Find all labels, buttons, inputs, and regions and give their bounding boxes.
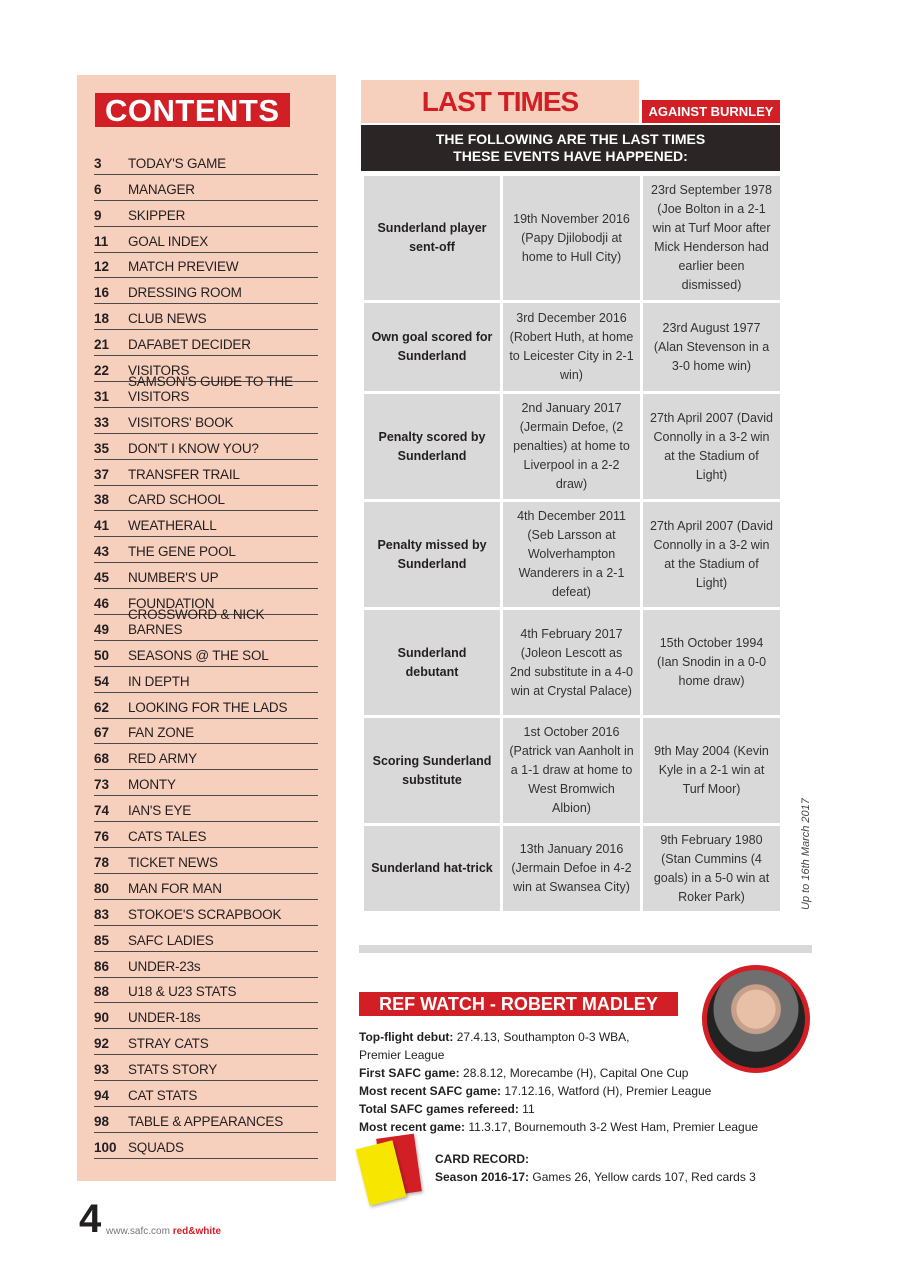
toc-page-number: 92	[94, 1036, 110, 1052]
ref-detail-line	[359, 1064, 799, 1082]
toc-label: UNDER-23s	[128, 958, 201, 974]
ref-detail-label: Most recent SAFC game:	[359, 1084, 502, 1098]
toc-row	[94, 848, 318, 874]
toc-list	[94, 149, 318, 1159]
ref-watch-title: REF WATCH - ROBERT MADLEY	[359, 992, 678, 1016]
toc-row	[94, 606, 318, 641]
last-vs-burnley-cell: 27th April 2007 (David Connolly in a 3-2 win at the Stadium of Light)	[642, 393, 782, 501]
last-overall-cell: 4th December 2011 (Seb Larsson at Wolverhampton Wanderers in a 2-1 defeat)	[502, 501, 642, 609]
toc-page-number: 22	[94, 363, 110, 379]
toc-page-number: 16	[94, 285, 110, 301]
toc-row	[94, 822, 318, 848]
toc-row	[94, 460, 318, 486]
ref-detail-line	[359, 1100, 799, 1118]
toc-row	[94, 434, 318, 460]
toc-page-number: 35	[94, 440, 110, 456]
ref-detail-line	[359, 1082, 799, 1100]
event-cell: Scoring Sunderland substitute	[363, 717, 502, 825]
toc-row	[94, 253, 318, 279]
toc-label: CROSSWORD & NICK BARNES	[128, 606, 265, 637]
toc-page-number: 33	[94, 414, 110, 430]
event-cell: Penalty scored by Sunderland	[363, 393, 502, 501]
ref-detail-label: Most recent game:	[359, 1120, 466, 1134]
toc-label: SKIPPER	[128, 207, 186, 223]
toc-page-number: 100	[94, 1139, 117, 1155]
last-overall-cell: 13th January 2016 (Jermain Defoe in 4-2 win at Swansea City)	[502, 825, 642, 913]
toc-label: THE GENE POOL	[128, 544, 236, 560]
toc-page-number: 9	[94, 207, 102, 223]
toc-label: IAN'S EYE	[128, 803, 192, 819]
toc-row	[94, 1003, 318, 1029]
last-overall-cell: 2nd January 2017 (Jermain Defoe, (2 penalties) at home to Liverpool in a 2-2 draw)	[502, 393, 642, 501]
table-row	[363, 501, 782, 609]
toc-page-number: 11	[94, 233, 109, 249]
toc-page-number: 76	[94, 829, 110, 845]
last-overall-cell: 19th November 2016 (Papy Djilobodji at home to Hull City)	[502, 175, 642, 302]
footer-brand: red&white	[172, 1226, 222, 1237]
toc-row	[94, 770, 318, 796]
toc-label: STOKOE'S SCRAPBOOK	[128, 906, 282, 922]
toc-page-number: 74	[94, 803, 110, 819]
toc-page-number: 80	[94, 880, 110, 896]
toc-row	[94, 201, 318, 227]
last-vs-burnley-cell: 23rd September 1978 (Joe Bolton in a 2-1 win at Turf Moor after Mick Henderson had earlier been dismissed)	[642, 175, 782, 302]
table-row	[363, 302, 782, 393]
toc-label: LOOKING FOR THE LADS	[128, 699, 288, 715]
last-overall-cell: 1st October 2016 (Patrick van Aanholt in a 1-1 draw at home to West Bromwich Albion)	[502, 717, 642, 825]
last-vs-burnley-cell: 23rd August 1977 (Alan Stevenson in a 3-0 home win)	[642, 302, 782, 393]
last-times-table	[361, 173, 783, 914]
ref-detail-value: 11.3.17, Bournemouth 3-2 West Ham, Premier League	[465, 1120, 759, 1134]
toc-label: WEATHERALL	[128, 518, 217, 534]
ref-detail-value: 17.12.16, Watford (H), Premier League	[501, 1084, 712, 1098]
toc-label: FAN ZONE	[128, 725, 194, 741]
last-vs-burnley-cell: 9th February 1980 (Stan Cummins (4 goals) in a 5-0 win at Roker Park)	[642, 825, 782, 913]
footer-url	[106, 1226, 221, 1237]
toc-page-number: 43	[94, 544, 110, 560]
event-cell: Penalty missed by Sunderland	[363, 501, 502, 609]
ref-detail-line	[359, 1046, 799, 1064]
last-times-banner	[361, 125, 780, 171]
toc-row	[94, 304, 318, 330]
event-cell: Sunderland hat-trick	[363, 825, 502, 913]
ref-detail-line	[359, 1028, 799, 1046]
toc-label: TICKET NEWS	[128, 854, 218, 870]
ref-detail-value: 11	[518, 1102, 535, 1116]
toc-label: DAFABET DECIDER	[128, 337, 251, 353]
table-row	[363, 717, 782, 825]
ref-detail-label: Total SAFC games refereed:	[359, 1102, 519, 1116]
toc-page-number: 37	[94, 466, 110, 482]
last-times-title-box	[361, 80, 639, 123]
toc-row	[94, 1133, 318, 1159]
toc-row	[94, 563, 318, 589]
toc-label: MANAGER	[128, 181, 195, 197]
event-cell: Sunderland debutant	[363, 609, 502, 717]
last-vs-burnley-cell: 15th October 1994 (Ian Snodin in a 0-0 home draw)	[642, 609, 782, 717]
contents-panel	[77, 75, 336, 1181]
toc-row	[94, 1055, 318, 1081]
toc-page-number: 31	[94, 388, 110, 404]
toc-label: SEASONS @ THE SOL	[128, 647, 269, 663]
toc-page-number: 85	[94, 932, 110, 948]
toc-label: VISITORS	[128, 363, 190, 379]
table-row	[363, 175, 782, 302]
card-record-label: CARD RECORD:	[435, 1152, 529, 1166]
contents-title: CONTENTS	[95, 93, 290, 127]
toc-page-number: 18	[94, 311, 110, 327]
toc-label: GOAL INDEX	[128, 233, 209, 249]
table-row	[363, 609, 782, 717]
toc-row	[94, 278, 318, 304]
ref-detail-line	[359, 1118, 799, 1136]
page-number: 4	[79, 1197, 100, 1241]
ref-detail-value: 28.8.12, Morecambe (H), Capital One Cup	[459, 1066, 689, 1080]
toc-page-number: 6	[94, 181, 102, 197]
last-times-title: LAST TIMES	[421, 86, 579, 117]
table-row	[363, 825, 782, 913]
toc-label: IN DEPTH	[128, 673, 190, 689]
ref-watch-details	[359, 1028, 799, 1136]
toc-page-number: 68	[94, 751, 110, 767]
toc-page-number: 94	[94, 1087, 110, 1103]
toc-page-number: 88	[94, 984, 110, 1000]
toc-label: STRAY CATS	[128, 1036, 209, 1052]
against-badge: AGAINST BURNLEY	[642, 100, 780, 123]
toc-label: CATS TALES	[128, 829, 207, 845]
toc-page-number: 83	[94, 906, 110, 922]
toc-label: CARD SCHOOL	[128, 492, 225, 508]
toc-label: VISITORS' BOOK	[128, 414, 234, 430]
toc-page-number: 45	[94, 570, 110, 586]
toc-label: UNDER-18s	[128, 1010, 201, 1026]
toc-label: MONTY	[128, 777, 176, 793]
toc-row	[94, 511, 318, 537]
toc-page-number: 12	[94, 259, 110, 275]
toc-row	[94, 667, 318, 693]
toc-label: MATCH PREVIEW	[128, 259, 239, 275]
toc-page-number: 93	[94, 1062, 110, 1078]
toc-page-number: 78	[94, 854, 110, 870]
ref-detail-label: First SAFC game:	[359, 1066, 460, 1080]
divider	[359, 945, 812, 953]
toc-page-number: 90	[94, 1010, 110, 1026]
toc-label: U18 & U23 STATS	[128, 984, 237, 1000]
toc-row	[94, 537, 318, 563]
last-vs-burnley-cell: 27th April 2007 (David Connolly in a 3-2 win at the Stadium of Light)	[642, 501, 782, 609]
ref-detail-value: Premier League	[359, 1048, 445, 1062]
cards-icon	[360, 1136, 430, 1208]
toc-row	[94, 952, 318, 978]
toc-page-number: 46	[94, 596, 110, 612]
toc-label: MAN FOR MAN	[128, 880, 222, 896]
toc-row	[94, 900, 318, 926]
toc-page-number: 62	[94, 699, 110, 715]
toc-label: FOUNDATION	[128, 596, 215, 612]
toc-row	[94, 874, 318, 900]
toc-row	[94, 978, 318, 1004]
toc-label: SQUADS	[128, 1139, 184, 1155]
toc-page-number: 49	[94, 621, 110, 637]
toc-label: STATS STORY	[128, 1062, 218, 1078]
card-record	[435, 1150, 756, 1186]
toc-page-number: 73	[94, 777, 110, 793]
event-cell: Sunderland player sent-off	[363, 175, 502, 302]
toc-page-number: 21	[94, 337, 110, 353]
toc-row	[94, 373, 318, 408]
banner-line-2: THESE EVENTS HAVE HAPPENED:	[453, 148, 688, 164]
banner-line-1: THE FOLLOWING ARE THE LAST TIMES	[435, 131, 706, 147]
toc-row	[94, 227, 318, 253]
toc-row	[94, 693, 318, 719]
toc-row	[94, 149, 318, 175]
toc-label: DON'T I KNOW YOU?	[128, 440, 259, 456]
toc-label: CLUB NEWS	[128, 311, 207, 327]
toc-page-number: 3	[94, 155, 102, 171]
toc-page-number: 86	[94, 958, 110, 974]
toc-page-number: 38	[94, 492, 110, 508]
toc-row	[94, 744, 318, 770]
toc-label: TRANSFER TRAIL	[128, 466, 240, 482]
toc-row	[94, 796, 318, 822]
date-note: Up to 16th March 2017	[800, 798, 812, 910]
ref-detail-label: Top-flight debut:	[359, 1030, 454, 1044]
toc-row	[94, 1107, 318, 1133]
toc-page-number: 98	[94, 1113, 110, 1129]
toc-row	[94, 641, 318, 667]
toc-label: SAFC LADIES	[128, 932, 214, 948]
toc-row	[94, 330, 318, 356]
toc-page-number: 54	[94, 673, 110, 689]
toc-label: RED ARMY	[128, 751, 197, 767]
toc-row	[94, 1029, 318, 1055]
season-label: Season 2016-17:	[435, 1170, 530, 1184]
event-cell: Own goal scored for Sunderland	[363, 302, 502, 393]
toc-label: SAMSON'S GUIDE TO THE VISITORS	[128, 373, 293, 404]
toc-row	[94, 719, 318, 745]
toc-label: NUMBER'S UP	[128, 570, 219, 586]
ref-detail-value: 27.4.13, Southampton 0-3 WBA,	[453, 1030, 630, 1044]
last-vs-burnley-cell: 9th May 2004 (Kevin Kyle in a 2-1 win at Turf Moor)	[642, 717, 782, 825]
toc-row	[94, 175, 318, 201]
toc-label: TABLE & APPEARANCES	[128, 1113, 284, 1129]
toc-page-number: 67	[94, 725, 110, 741]
toc-row	[94, 486, 318, 512]
footer-url-text: www.safc.com	[106, 1226, 173, 1237]
toc-row	[94, 408, 318, 434]
table-row	[363, 393, 782, 501]
toc-label: DRESSING ROOM	[128, 285, 242, 301]
toc-row	[94, 926, 318, 952]
toc-label: TODAY'S GAME	[128, 155, 226, 171]
toc-page-number: 50	[94, 647, 110, 663]
season-value: Games 26, Yellow cards 107, Red cards 3	[529, 1170, 756, 1184]
toc-label: CAT STATS	[128, 1087, 198, 1103]
last-overall-cell: 4th February 2017 (Joleon Lescott as 2nd substitute in a 4-0 win at Crystal Palace)	[502, 609, 642, 717]
toc-row	[94, 1081, 318, 1107]
toc-page-number: 41	[94, 518, 110, 534]
last-overall-cell: 3rd December 2016 (Robert Huth, at home to Leicester City in 2-1 win)	[502, 302, 642, 393]
